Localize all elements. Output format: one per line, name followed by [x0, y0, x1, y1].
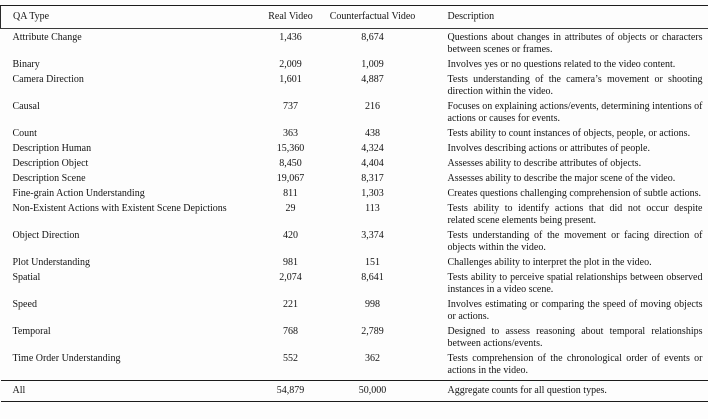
table-row: [1, 325, 708, 352]
qa-type-cell: Binary: [1, 58, 261, 73]
description-cell: Tests ability to identify actions that did not occur despite related scene elements being present.: [425, 202, 708, 229]
qa-type-cell: Causal: [1, 100, 261, 127]
real-video-count-cell: 737: [261, 100, 321, 127]
counterfactual-video-count-cell: 113: [321, 202, 425, 229]
table-body: [1, 29, 708, 381]
qa-type-cell: Plot Understanding: [1, 256, 261, 271]
real-video-count-cell: 420: [261, 229, 321, 256]
description-cell: Tests understanding of the camera’s movement or shooting direction within the video.: [425, 73, 708, 100]
description-cell: Tests ability to count instances of objects, people, or actions.: [425, 127, 708, 142]
table-row: [1, 271, 708, 298]
description-cell: Assesses ability to describe attributes of objects.: [425, 157, 708, 172]
header-row: [1, 6, 708, 29]
qa-type-cell: Count: [1, 127, 261, 142]
table-row: [1, 127, 708, 142]
qa-type-cell: Description Object: [1, 157, 261, 172]
table-footer: [1, 381, 708, 402]
total-description-cell: Aggregate counts for all question types.: [425, 381, 708, 402]
qa-type-cell: Temporal: [1, 325, 261, 352]
table-row: [1, 172, 708, 187]
description-cell: Involves yes or no questions related to the video content.: [425, 58, 708, 73]
table-row: [1, 73, 708, 100]
real-video-count-cell: 8,450: [261, 157, 321, 172]
total-row: [1, 381, 708, 402]
table-row: [1, 352, 708, 381]
table-row: [1, 202, 708, 229]
qa-type-cell: Description Scene: [1, 172, 261, 187]
table-row: [1, 142, 708, 157]
description-cell: Challenges ability to interpret the plot in the video.: [425, 256, 708, 271]
table-row: [1, 157, 708, 172]
description-cell: Tests understanding of the movement or facing direction of objects within the video.: [425, 229, 708, 256]
real-video-count-cell: 768: [261, 325, 321, 352]
counterfactual-video-count-cell: 4,404: [321, 157, 425, 172]
counterfactual-video-count-cell: 8,674: [321, 29, 425, 58]
counterfactual-video-count-cell: 438: [321, 127, 425, 142]
real-video-count-cell: 19,067: [261, 172, 321, 187]
counterfactual-video-count-cell: 998: [321, 298, 425, 325]
qa-type-cell: Attribute Change: [1, 29, 261, 58]
real-video-count-cell: 221: [261, 298, 321, 325]
counterfactual-video-count-cell: 1,303: [321, 187, 425, 202]
counterfactual-video-count-cell: 4,887: [321, 73, 425, 100]
qa-type-cell: Speed: [1, 298, 261, 325]
counterfactual-video-count-cell: 2,789: [321, 325, 425, 352]
total-real-video-count-cell: 54,879: [261, 381, 321, 402]
table-header: [1, 6, 708, 29]
counterfactual-video-count-cell: 151: [321, 256, 425, 271]
counterfactual-video-count-cell: 3,374: [321, 229, 425, 256]
real-video-count-cell: 29: [261, 202, 321, 229]
description-cell: Involves describing actions or attributes of people.: [425, 142, 708, 157]
real-video-count-cell: 2,074: [261, 271, 321, 298]
table-row: [1, 58, 708, 73]
table-row: [1, 100, 708, 127]
description-cell: Creates questions challenging comprehension of subtle actions.: [425, 187, 708, 202]
real-video-count-cell: 811: [261, 187, 321, 202]
real-video-count-cell: 15,360: [261, 142, 321, 157]
real-video-count-cell: 2,009: [261, 58, 321, 73]
table-row: [1, 256, 708, 271]
qa-type-cell: Fine-grain Action Understanding: [1, 187, 261, 202]
qa-type-cell: Description Human: [1, 142, 261, 157]
qa-type-cell: Camera Direction: [1, 73, 261, 100]
real-video-count-cell: 552: [261, 352, 321, 381]
qa-type-cell: Spatial: [1, 271, 261, 298]
real-video-count-cell: 981: [261, 256, 321, 271]
description-cell: Designed to assess reasoning about temporal relationships between actions/events.: [425, 325, 708, 352]
qa-type-cell: Non-Existent Actions with Existent Scene Depictions: [1, 202, 261, 229]
table-row: [1, 187, 708, 202]
counterfactual-video-count-cell: 8,317: [321, 172, 425, 187]
qa-type-cell: Time Order Understanding: [1, 352, 261, 381]
counterfactual-video-count-cell: 362: [321, 352, 425, 381]
table-row: [1, 298, 708, 325]
counterfactual-video-count-cell: 4,324: [321, 142, 425, 157]
real-video-count-cell: 1,601: [261, 73, 321, 100]
description-cell: Assesses ability to describe the major scene of the video.: [425, 172, 708, 187]
counterfactual-video-count-cell: 1,009: [321, 58, 425, 73]
counterfactual-video-count-cell: 216: [321, 100, 425, 127]
description-cell: Focuses on explaining actions/events, determining intentions of actions or causes for events.: [425, 100, 708, 127]
description-cell: Questions about changes in attributes of objects or characters between scenes or frames.: [425, 29, 708, 58]
header-qa-type: QA Type: [1, 6, 261, 29]
header-counterfactual-video: Counterfactual Video: [321, 6, 425, 29]
real-video-count-cell: 1,436: [261, 29, 321, 58]
qa-type-cell: Object Direction: [1, 229, 261, 256]
description-cell: Tests ability to perceive spatial relationships between observed instances in a video scene.: [425, 271, 708, 298]
counterfactual-video-count-cell: 8,641: [321, 271, 425, 298]
total-qa-type-cell: All: [1, 381, 261, 402]
table-row: [1, 29, 708, 58]
header-description: Description: [425, 6, 708, 29]
total-counterfactual-count-cell: 50,000: [321, 381, 425, 402]
real-video-count-cell: 363: [261, 127, 321, 142]
table-row: [1, 229, 708, 256]
qa-type-statistics-table: [0, 5, 708, 402]
description-cell: Involves estimating or comparing the speed of moving objects or actions.: [425, 298, 708, 325]
header-real-video: Real Video: [261, 6, 321, 29]
description-cell: Tests comprehension of the chronological order of events or actions in the video.: [425, 352, 708, 381]
